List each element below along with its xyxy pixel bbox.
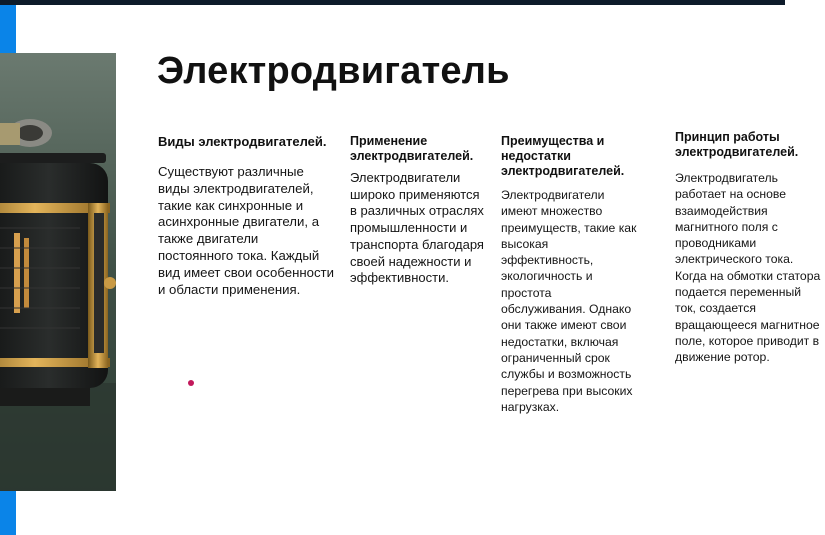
column-heading: Виды электродвигателей. (158, 134, 327, 149)
column-text: Существуют различные виды электродвигателей, такие как синхронные и асинхронные двигатели, а также двигатели постоянного тока. Каждый вид имеет свои особенности и области применения. (158, 164, 334, 297)
column-heading: Принцип работы электродвигателей. (675, 130, 799, 159)
top-bar (0, 0, 785, 5)
column-heading: Применение электродвигателей. (350, 134, 474, 163)
column-text: Электродвигатель работает на основе взаимодействия магнитного поля с проводниками электрического тока. Когда на обмотки статора подается переменный ток, создается вращающееся магнитное поле, которое приводит в движение ротор. (675, 171, 821, 365)
bullet-dot (188, 380, 194, 386)
column-pros-cons (501, 134, 639, 415)
column-principle-clip (675, 130, 821, 450)
column-principle (675, 130, 825, 366)
column-heading: Преимущества и недостатки электродвигателей. (501, 134, 625, 178)
column-usage (350, 134, 490, 287)
motor-photo (0, 53, 116, 491)
column-text: Электродвигатели имеют множество преимуществ, такие как высокая эффективность, экологичность и простота обслуживания. Однако они также имеют свои недостатки, включая ограниченный срок службы и возможность перегрева при высоких нагрузках. (501, 188, 637, 414)
column-types (158, 134, 336, 298)
column-text: Электродвигатели широко применяются в различных отраслях промышленности и транспорта благодаря своей надежности и эффективности. (350, 170, 484, 286)
slide-title: Электродвигатель (157, 50, 510, 92)
